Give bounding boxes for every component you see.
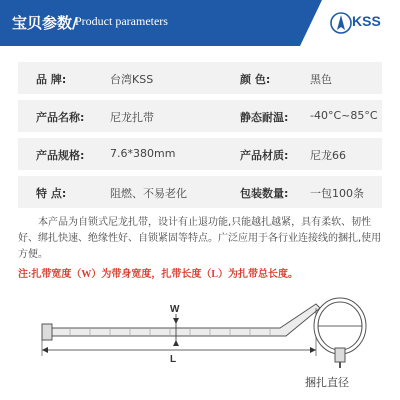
spec-value: -40°C~85°C (310, 109, 378, 122)
spec-value: 尼龙扎带 (110, 111, 154, 124)
length-arrow-right (310, 347, 316, 353)
width-arrow-up (173, 318, 179, 324)
spec-value: 阻燃、不易老化 (110, 187, 187, 200)
width-label: W (170, 304, 180, 315)
header-title-zh: 宝贝参数/ (12, 14, 78, 32)
spec-key: 特 点: (36, 187, 67, 200)
spec-key: 静态耐温: (240, 111, 289, 124)
spec-value: 黑色 (310, 73, 332, 86)
dimension-note: 注:扎带宽度（W）为带身宽度，扎带长度（L）为扎带总长度。 (18, 269, 298, 280)
product-description: 本产品为自锁式尼龙扎带，设计有止退功能,只能越扎越紧，具有柔软、韧性好、绑扎快速、绝缘性好、自锁紧固等特点。广泛应用于各行业连接线的捆扎,使用方便。 (18, 217, 382, 260)
spec-row (18, 176, 382, 208)
diagram-caption: 捆扎直径 (305, 376, 349, 389)
spec-value: 尼龙66 (310, 149, 346, 162)
spec-value: 7.6*380mm (110, 147, 176, 160)
spec-key: 颜 色: (240, 73, 271, 86)
tie-body (52, 304, 320, 336)
header (0, 0, 400, 46)
spec-row (18, 138, 382, 170)
logo-text: KSS (352, 13, 381, 29)
spec-value: 一包100条 (310, 187, 364, 200)
spec-table (18, 62, 382, 214)
spec-key: 产品规格: (36, 149, 85, 162)
spec-key: 产品名称: (36, 111, 85, 124)
length-label: L (170, 354, 177, 365)
spec-row (18, 62, 382, 94)
header-bar (0, 0, 300, 46)
loop-tie-icon (316, 300, 364, 368)
header-title-en: Product parameters (75, 14, 168, 28)
spec-key: 产品材质: (240, 149, 289, 162)
length-arrow-left (42, 347, 48, 353)
spec-key: 品 牌: (36, 73, 67, 86)
tie-head (42, 324, 52, 340)
spec-value: 台湾KSS (110, 73, 154, 86)
spec-row (18, 100, 382, 132)
spec-key: 包装数量: (240, 187, 289, 200)
width-arrow-down (173, 340, 179, 346)
